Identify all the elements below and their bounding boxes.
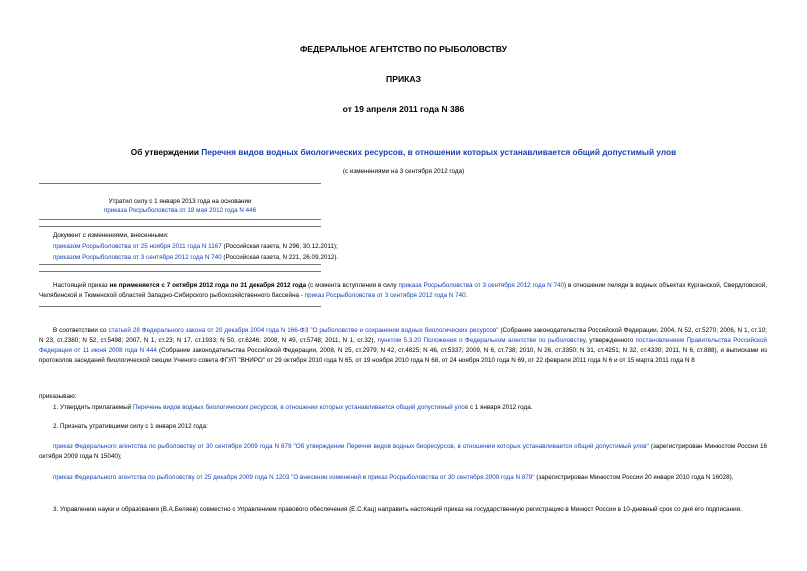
divider — [39, 219, 321, 220]
changes-item-1 — [53, 242, 338, 252]
invalidated-order-2 — [39, 473, 767, 483]
changes-item-2-rest: (Российская газета, N 221, 26.09.2012). — [221, 254, 339, 261]
amendment-note: (с изменениями на 3 сентября 2012 года) — [342, 168, 465, 175]
invalidated-order-1-link[interactable]: приказ Федерального агентства по рыболовству от 30 сентября 2009 года N 879 "Об утверждении Перечня видов водных биоресурсов, в отношении которых устанавливается общий допустимый улов" — [53, 443, 649, 450]
document-title — [0, 147, 807, 157]
changes-item-1-rest: (Российская газета, N 296, 30.12.2011); — [221, 243, 338, 250]
preamble-text-c: , утвержденного — [585, 337, 636, 344]
divider — [39, 226, 321, 227]
agency-heading: ФЕДЕРАЛЬНОЕ АГЕНТСТВО ПО РЫБОЛОВСТВУ — [299, 44, 508, 54]
divider — [39, 306, 321, 307]
notice-link-2[interactable]: приказ Росрыболовства от 3 сентября 2012 года N 740 — [304, 292, 466, 299]
changes-item-2 — [53, 253, 338, 263]
date-number-heading: от 19 апреля 2011 года N 386 — [342, 104, 465, 114]
preamble-text-a: В соответствии со — [53, 327, 109, 334]
preamble-text-d: (Собрание законодательства Российской Федерации, 2008, N 25, ст.2979; N 42, ст.4825; N 46, ст.5337; 2009, N 6, ст.738; 2010, N 26, ст.3350; N 31, ст.4251; N 32, ст.4330; 2011, N 6, ст.888), и выписками из протоколов заседаний биологической секции Ученого совета ФГУП "ВНИРО" от 29 октября 2010 года N 65, от 19 ноября 2010 года N 68, от 24 ноября 2010 года N 69, от 22 февраля 2011 года N 6 и от 15 марта 2011 года N 8 — [39, 347, 768, 364]
preamble-decree-link[interactable]: постановлением Правительства Российской Федерации от 11 июня 2008 года N 444 — [39, 337, 767, 354]
expired-link[interactable]: приказа Росрыболовства от 18 мая 2012 года N 446 — [103, 207, 257, 214]
order-item-1 — [53, 403, 532, 413]
invalidated-order-1-rest: (зарегистрирован Минюстом России 16 октября 2009 года N 15040); — [39, 443, 767, 460]
divider — [39, 183, 321, 184]
title-prefix: Об утверждении — [130, 147, 202, 157]
invalidated-order-1 — [39, 442, 767, 462]
notice-text-4: . — [465, 292, 468, 299]
order-item-1-text-a: 1. Утвердить прилагаемый — [53, 404, 134, 411]
notice-link-1[interactable]: приказа Росрыболовства от 3 сентября 2012 года N 740 — [398, 282, 565, 289]
divider — [39, 264, 321, 265]
order-word: приказываю: — [39, 393, 77, 400]
title-link[interactable]: Перечня видов водных биологических ресурсов, в отношении которых устанавливается общий допустимый улов — [201, 147, 677, 157]
order-item-1-link[interactable]: Перечень видов водных биологических ресурсов, в отношении которых устанавливается общий допустимый улов — [133, 404, 469, 411]
notice-text-2: (с момента вступления в силу — [306, 282, 399, 289]
notice-paragraph — [39, 281, 767, 301]
expired-line: Утратил силу с 1 января 2013 года на основании — [108, 198, 252, 205]
preamble-paragraph — [39, 326, 767, 366]
doc-type-heading: ПРИКАЗ — [386, 74, 421, 84]
preamble-regulation-link[interactable]: пунктом 5.3.20 Положения о Федеральном агентстве по рыболовству — [377, 337, 586, 344]
invalidated-order-2-link[interactable]: приказ Федерального агентства по рыболовству от 25 декабря 2009 года N 1203 "О внесении изменений в приказ Росрыболовства от 30 сентября 2009 года N 879" — [53, 474, 535, 481]
invalidated-order-2-rest: (зарегистрирован Минюстом России 20 января 2010 года N 16028). — [534, 474, 734, 481]
changes-item-2-link[interactable]: приказом Росрыболовства от 3 сентября 2012 года N 740 — [53, 254, 222, 261]
order-item-2: 2. Признать утратившими силу с 1 января 2012 года: — [53, 423, 208, 430]
preamble-text-b: (Собрание законодательства Российской Федерации, 2004, N 52, ст.5270; 2006, N 1, ст.10; N 23, ст.2380; N 52, ст.5498; 2007, N 1, ст.23; N 17, ст.1933; N 50, ст.6246; 2008, N 49, ст.5748; 2011, N 1, ст.32), — [39, 327, 767, 344]
preamble-law-link[interactable]: статьей 28 Федерального закона от 20 декабря 2004 года N 166-ФЗ "О рыболовстве и сохранении водных биологических ресурсов" — [108, 327, 499, 334]
notice-text-1: Настоящий приказ — [53, 282, 110, 289]
changes-heading: Документ с изменениями, внесенными: — [53, 232, 169, 239]
divider — [39, 271, 321, 272]
notice-text-3: ) в отношении пеляди в водных объектах Курганской, Свердловской, Челябинской и Тюменской областей Западно-Сибирского рыбохозяйственного бассейна - — [39, 282, 767, 299]
order-item-3: 3. Управлению науки и образования (В.А.Беляев) совместно с Управлением правового обеспечения (Е.С.Кац) направить настоящий приказ на государственную регистрацию в Минюст России в 10-дневный срок со дня его подписания. — [53, 506, 742, 513]
changes-item-1-link[interactable]: приказом Росрыболовства от 25 ноября 2011 года N 1167 — [53, 243, 222, 250]
order-item-1-text-b: с 1 января 2012 года. — [468, 404, 533, 411]
notice-bold: не применяется с 7 октября 2012 года по 31 декабря 2012 года — [109, 282, 307, 289]
